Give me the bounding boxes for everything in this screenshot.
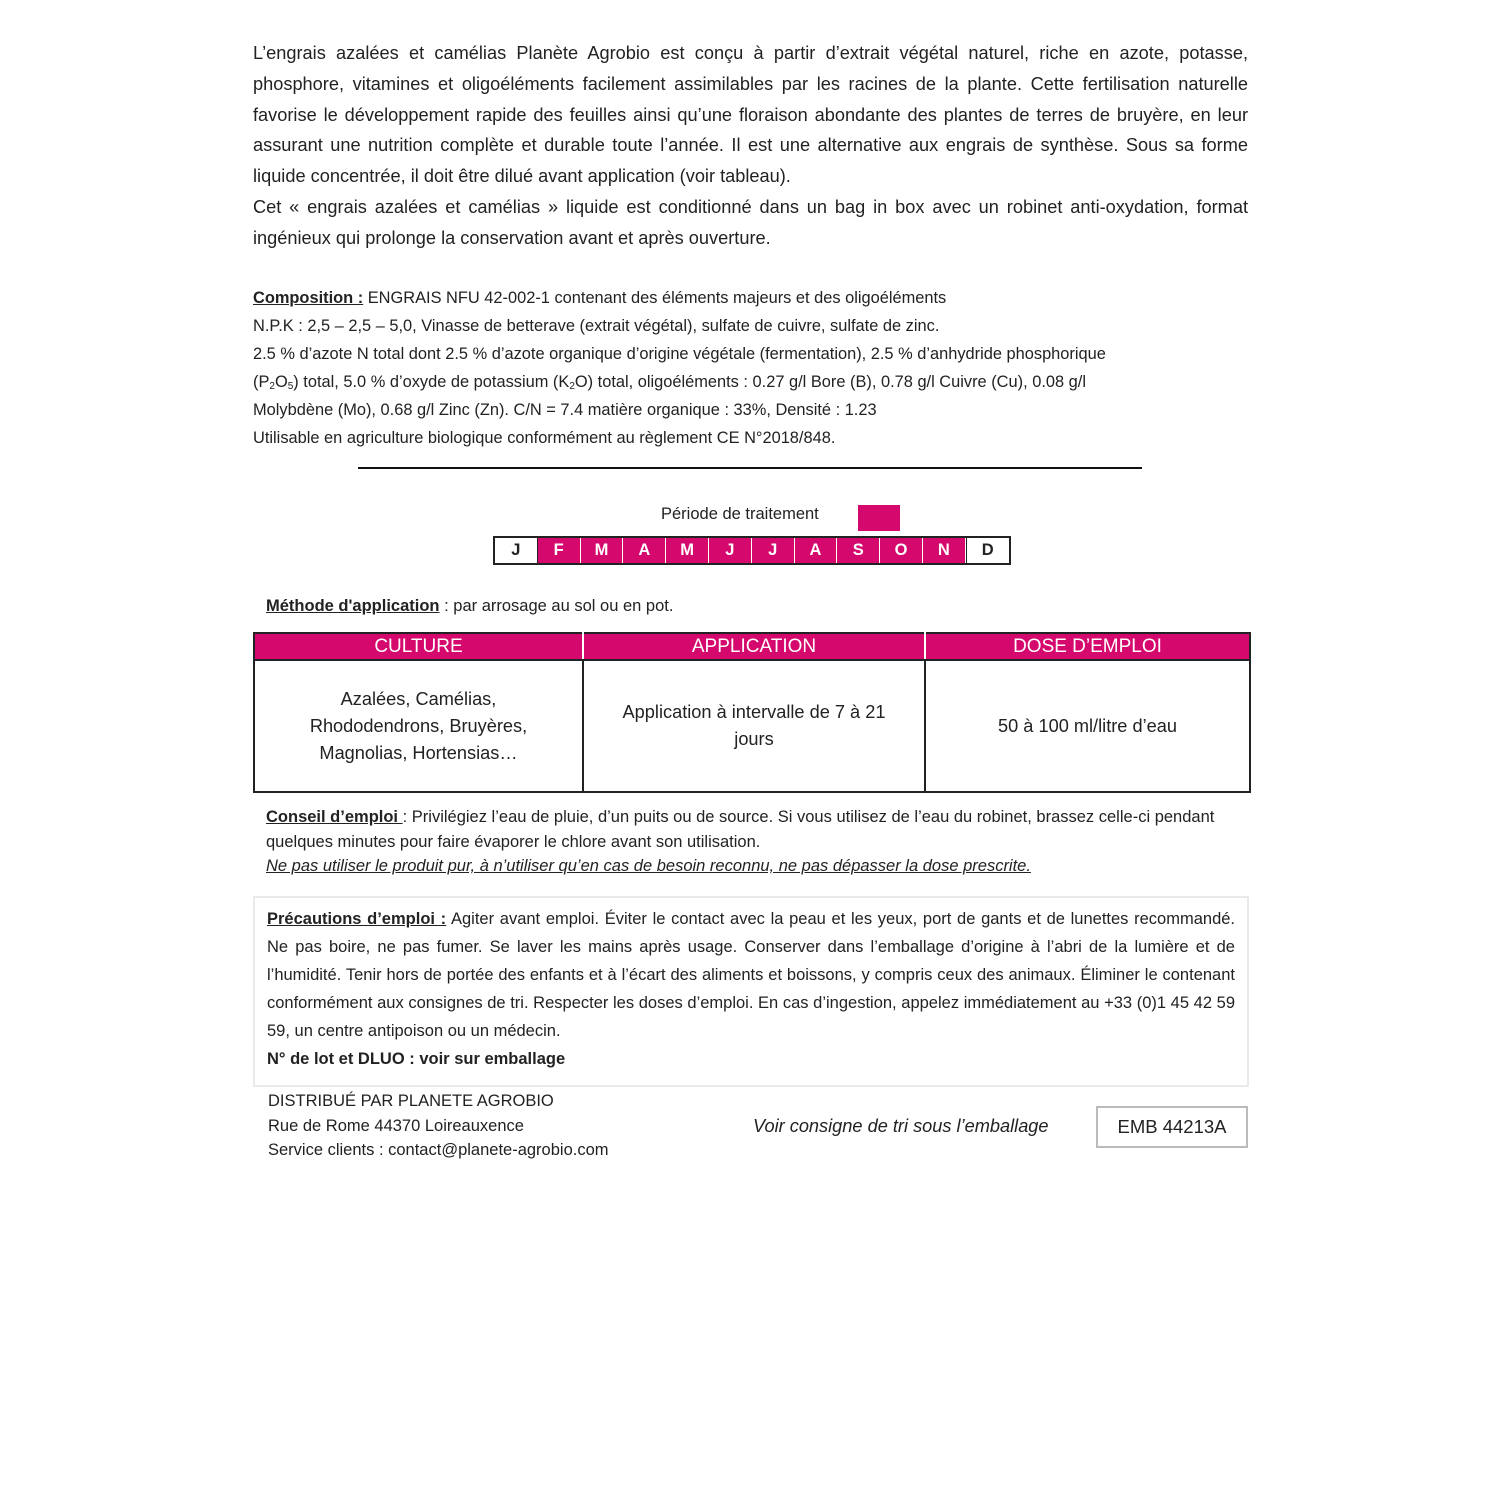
- distributor-block: [268, 1089, 609, 1163]
- composition-line-2: N.P.K : 2,5 – 2,5 – 5,0, Vinasse de betterave (extrait végétal), sulfate de cuivre, sulfate de zinc.: [253, 316, 940, 335]
- month-cell: M: [666, 538, 709, 563]
- intro-paragraph-2: Cet « engrais azalées et camélias » liquide est conditionné dans un bag in box avec un robinet anti-oxydation, format ingénieux qui prolonge la conservation avant et après ouverture.: [253, 196, 1248, 248]
- usage-advice-text: [266, 805, 1251, 854]
- composition-line-5: Molybdène (Mo), 0.68 g/l Zinc (Zn). C/N = 7.4 matière organique : 33%, Densité : 1.23: [253, 400, 877, 419]
- composition-line-1: [253, 284, 1248, 312]
- composition-line-4-c: ) total, 5.0 % d’oxyde de potassium (K: [293, 372, 570, 391]
- month-cell: A: [623, 538, 666, 563]
- composition-line-4: [253, 368, 1248, 396]
- precautions-label: Précautions d’emploi :: [267, 910, 447, 928]
- composition-label: Composition :: [253, 288, 364, 307]
- label-document: [253, 38, 1248, 1159]
- usage-warning: Ne pas utiliser le produit pur, à n’utiliser qu’en cas de besoin reconnu, ne pas dépasser la dose prescrite.: [266, 857, 1031, 875]
- treatment-period-label: Période de traitement: [661, 505, 819, 523]
- usage-advice: [266, 805, 1251, 879]
- cell-application: Application à intervalle de 7 à 21 jours: [583, 660, 925, 792]
- application-method: [266, 597, 673, 616]
- method-text: : par arrosage au sol ou en pot.: [439, 597, 674, 615]
- precautions-body: Agiter avant emploi. Éviter le contact avec la peau et les yeux, port de gants et de lunettes recommandé. Ne pas boire, ne pas fumer. Se laver les mains après usage. Conserver dans l’emballage d’origine à l’abri de la lumière et de l’humidité. Tenir hors de portée des enfants et à l’écart des aliments et boissons, y compris ceux des animaux. Éliminer le contenant conformément aux consignes de tri. Respecter les doses d’emploi. En cas d’ingestion, appelez immédiatement au +33 (0)1 45 42 59 59, un centre antipoison ou un médecin.: [267, 910, 1236, 1040]
- method-label: Méthode d'application: [266, 597, 440, 615]
- dose-table: [253, 632, 1251, 793]
- header-dose: DOSE D’EMPLOI: [925, 633, 1250, 660]
- composition-line-4-d: O) total, oligoéléments : 0.27 g/l Bore (B), 0.78 g/l Cuivre (Cu), 0.08 g/l: [574, 372, 1086, 391]
- intro-text: [253, 38, 1248, 254]
- composition-sub-p: 2: [269, 380, 275, 392]
- cell-culture: Azalées, Camélias, Rhododendrons, Bruyères, Magnolias, Hortensias…: [254, 660, 583, 792]
- month-cell: O: [880, 538, 923, 563]
- composition-sub-k: 2: [569, 380, 575, 392]
- month-cell: J: [752, 538, 795, 563]
- composition-line-1-text: ENGRAIS NFU 42-002-1 contenant des éléments majeurs et des oligoéléments: [363, 288, 947, 307]
- month-cell: A: [795, 538, 838, 563]
- intro-paragraph-1: L’engrais azalées et camélias Planète Agrobio est conçu à partir d’extrait végétal naturel, riche en azote, potasse, phosphore, vitamines et oligoéléments facilement assimilables par les racines de la plante. Cette fertilisation naturelle favorise le développement rapide des feuilles ainsi qu’une floraison abondante des plantes de terres de bruyère, en leur assurant une nutrition complète et durable toute l’année. Il est une alternative aux engrais de synthèse. Sous sa forme liquide concentrée, il doit être dilué avant application (voir tableau).: [253, 43, 1248, 187]
- dose-table-header-row: [254, 633, 1250, 660]
- distributor-address: Rue de Rome 44370 Loireauxence: [268, 1116, 524, 1135]
- section-divider: [358, 467, 1142, 469]
- header-application: APPLICATION: [583, 633, 925, 660]
- month-cell: J: [495, 538, 538, 563]
- composition-line-3: 2.5 % d’azote N total dont 2.5 % d’azote organique d’origine végétale (fermentation), 2.5 % d’anhydride phosphorique: [253, 344, 1106, 363]
- sorting-instruction: Voir consigne de tri sous l’emballage: [753, 1116, 1049, 1136]
- month-cell: D: [966, 538, 1009, 563]
- table-row: [254, 660, 1250, 792]
- month-cell: M: [581, 538, 624, 563]
- cell-dose: 50 à 100 ml/litre d’eau: [925, 660, 1250, 792]
- composition-line-4-b: O: [274, 372, 288, 391]
- distributor-name: DISTRIBUÉ PAR PLANETE AGROBIO: [268, 1092, 554, 1110]
- composition-sub-o: 5: [287, 380, 294, 392]
- header-culture: CULTURE: [254, 633, 583, 660]
- month-cell: N: [923, 538, 966, 563]
- treatment-calendar: [493, 536, 1011, 565]
- conseil-text: : Privilégiez l’eau de pluie, d’un puits ou de source. Si vous utilisez de l’eau du robinet, brassez celle-ci pendant quelques minutes pour faire évaporer le chlore avant son utilisation.: [266, 808, 1215, 851]
- month-cell: J: [709, 538, 752, 563]
- composition-line-6: Utilisable en agriculture biologique conformément au règlement CE N°2018/848.: [253, 428, 836, 447]
- emb-code-box: EMB 44213A: [1096, 1106, 1248, 1148]
- composition-block: [253, 284, 1248, 452]
- month-cell: F: [538, 538, 581, 563]
- distributor-service: Service clients : contact@planete-agrobio.com: [268, 1141, 609, 1159]
- month-cell: S: [837, 538, 880, 563]
- precautions-box: [253, 896, 1249, 1087]
- composition-line-4-a: (P: [253, 372, 270, 391]
- precautions-text: [267, 905, 1235, 1045]
- treatment-period-swatch: [858, 505, 900, 531]
- lot-info: N° de lot et DLUO : voir sur emballage: [267, 1050, 566, 1068]
- conseil-label: Conseil d’emploi: [266, 808, 403, 826]
